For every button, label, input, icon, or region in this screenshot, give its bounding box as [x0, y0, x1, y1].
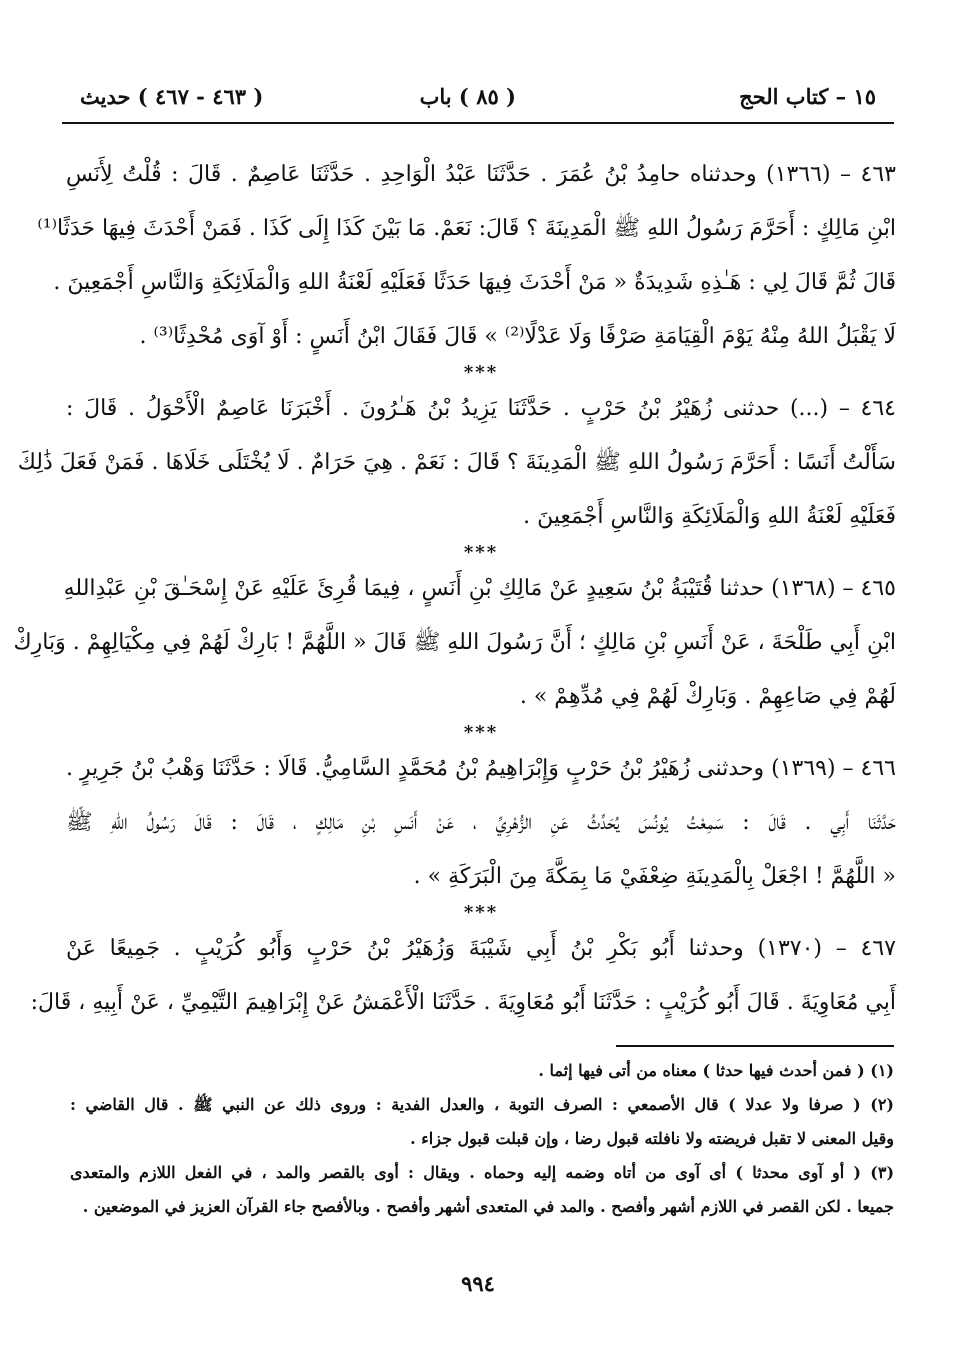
section-separator: ***	[463, 902, 499, 923]
text-line: سَأَلْتُ أَنَسًا : أَحَرَّمَ رَسُولُ اللهِ ﷺ الْمَدِينَةَ ؟ قَالَ : نَعَمْ . هِيَ حَرَامٌ . لَا يُخْتَلَى خَلَاهَا . فَمَنْ فَعَلَ ذَٰلِكَ	[17, 450, 896, 475]
running-header	[80, 84, 876, 124]
text-line: لَا يَقْبَلُ اللهُ مِنْهُ يَوْمَ الْقِيَامَةِ صَرْفًا وَلَا عَدْلًا⁽²⁾ » قَالَ فَقَالَ ابْنُ أَنَسٍ : أَوْ آوَى مُحْدِثًا⁽³⁾ .	[139, 324, 896, 349]
text-line: ٤٦٧ – (١٣٧٠) وحدثنا أَبُو بَكْرِ بْنُ أَبِي شَيْبَةَ وَزُهَيْرُ بْنُ حَرْبٍ وَأَبُو كُرَيْبٍ . جَمِيعًا عَنْ	[66, 936, 896, 961]
footnotes	[70, 1054, 894, 1224]
text-line: ٤٦٣ – (١٣٦٦) وحدثناه حامِدُ بْنُ عُمَرَ . حَدَّثَنَا عَبْدُ الْوَاحِدِ . حَدَّثَنَا عَاصِمٌ . قَالَ : قُلْتُ لِأَنَسِ	[66, 162, 896, 187]
text-line: ٤٦٥ – (١٣٦٨) حدثنا قُتَيْبَةُ بْنُ سَعِيدٍ عَنْ مَالِكِ بْنِ أَنَسٍ ، فِيمَا قُرِئَ عَلَيْهِ عَنْ إِسْحَـٰقَ بْنِ عَبْدِاللهِ	[63, 576, 896, 601]
text-line: ٤٦٤ – (...) حدثنى زُهَيْرُ بْنُ حَرْبٍ . حَدَّثَنَا يَزِيدُ بْنُ هَـٰرُونَ . أَخْبَرَنَا عَاصِمٌ الْأَحْوَلُ . قَالَ :	[66, 396, 896, 421]
section-separator: ***	[463, 722, 499, 743]
footnote-3: (٣) ( أو آوى محدثا ) أى آوى من أتاه وضمه إليه وحماه . ويقال : أوى بالقصر والمد ، في الفعل اللازم والمتعدى	[70, 1163, 895, 1182]
footnote-2: (٢) ( صرفا ولا عدلا ) قال الأصمعي : الصرف التوبة ، والعدل الفدية : وروى ذلك عن النبي ﷺ . قال القاضي :	[70, 1095, 894, 1114]
text-line: لَهُمْ فِي صَاعِهِمْ . وَبَارِكْ لَهُمْ فِي مُدِّهِمْ » .	[519, 684, 896, 709]
footnote-divider	[616, 1045, 894, 1047]
text-line: ابْنِ أَبِي طَلْحَةَ ، عَنْ أَنَسِ بْنِ مَالِكٍ ؛ أَنَّ رَسُولَ اللهِ ﷺ قَالَ « اللَّهُمَّ ! بَارِكْ لَهُمْ فِي مِكْيَالِهِمْ . وَبَارِكْ	[13, 630, 896, 655]
text-line: ٤٦٦ – (١٣٦٩) وحدثنى زُهَيْرُ بْنُ حَرْبٍ وَإِبْرَاهِيمُ بْنُ مُحَمَّدٍ السَّامِيُّ. قَالَا : حَدَّثَنَا وَهْبُ بْنُ جَرِيرٍ .	[66, 756, 896, 781]
header-chapter: ١٥ – كتاب الحج	[739, 84, 876, 109]
text-line: قَالَ ثُمَّ قَالَ لِي : هَـٰذِهِ شَدِيدَةٌ « مَنْ أَحْدَثَ فِيهَا حَدَثًا فَعَلَيْهِ لَعْنَةُ اللهِ وَالْمَلَائِكَةِ وَالنَّاسِ أَجْمَعِينَ .	[53, 270, 896, 295]
hadith-466	[66, 742, 896, 904]
hadith-464	[17, 382, 896, 544]
header-divider	[62, 122, 894, 124]
page-number: ٩٩٤	[461, 1271, 495, 1296]
header-hadith-range: ( ٤٦٣ - ٤٦٧ ) حديث	[80, 84, 264, 109]
footnote-3-cont: جميعا . لكن القصر في اللازم أشهر وأفصح . والمد في المتعدى أشهر وأفصح . وبالأفصح جاء القرآن العزيز في الموضعين .	[82, 1197, 894, 1216]
text-line: ابْنِ مَالِكٍ : أَحَرَّمَ رَسُولُ اللهِ ﷺ الْمَدِينَةَ ؟ قَالَ: نَعَمْ. مَا بَيْنَ كَذَا إِلَى كَذَا . فَمَنْ أَحْدَثَ فِيهَا حَدَثًا⁽¹⁾	[37, 216, 896, 241]
main-text	[13, 148, 896, 1030]
section-separator: ***	[463, 362, 499, 383]
text-line: أَبِي مُعَاوِيَةَ . قَالَ أَبُو كُرَيْبٍ : حَدَّثَنَا أَبُو مُعَاوِيَةَ . حَدَّثَنَا الْأَعْمَشُ عَنْ إِبْرَاهِيمَ التَّيْمِيِّ ، عَنْ أَبِيهِ ، قَالَ:	[30, 990, 896, 1015]
footnote-1: (١) ( فمن أحدث فيها حدثا ) معناه من أتى فيها إثما .	[538, 1061, 894, 1080]
hadith-465	[13, 562, 896, 724]
text-line: فَعَلَيْهِ لَعْنَةُ اللهِ وَالْمَلَائِكَةِ وَالنَّاسِ أَجْمَعِينَ .	[523, 504, 896, 529]
text-line: « اللَّهُمَّ ! اجْعَلْ بِالْمَدِينَةِ ضِعْفَيْ مَا بِمَكَّةَ مِنَ الْبَرَكَةِ » .	[413, 864, 896, 889]
section-separator: ***	[463, 542, 499, 563]
footnote-2-cont: وقيل المعنى لا تقبل فريضته ولا نافلته قبول رضا ، وإن قبلت قبول جزاء .	[410, 1129, 894, 1148]
hadith-463	[37, 148, 896, 364]
header-section: ( ٨٥ ) باب	[419, 84, 516, 109]
hadith-467	[30, 922, 896, 1030]
text-line: حَدَّثَنَا أَبِي . قَالَ : سَمِعْتُ يُونُسَ يُحَدِّثُ عَنِ الزُّهْرِيِّ ، عَنْ أَنَسِ بْنِ مَالِكٍ ، قَالَ : قَالَ رَسُولُ اللهِ ﷺ	[66, 810, 896, 835]
